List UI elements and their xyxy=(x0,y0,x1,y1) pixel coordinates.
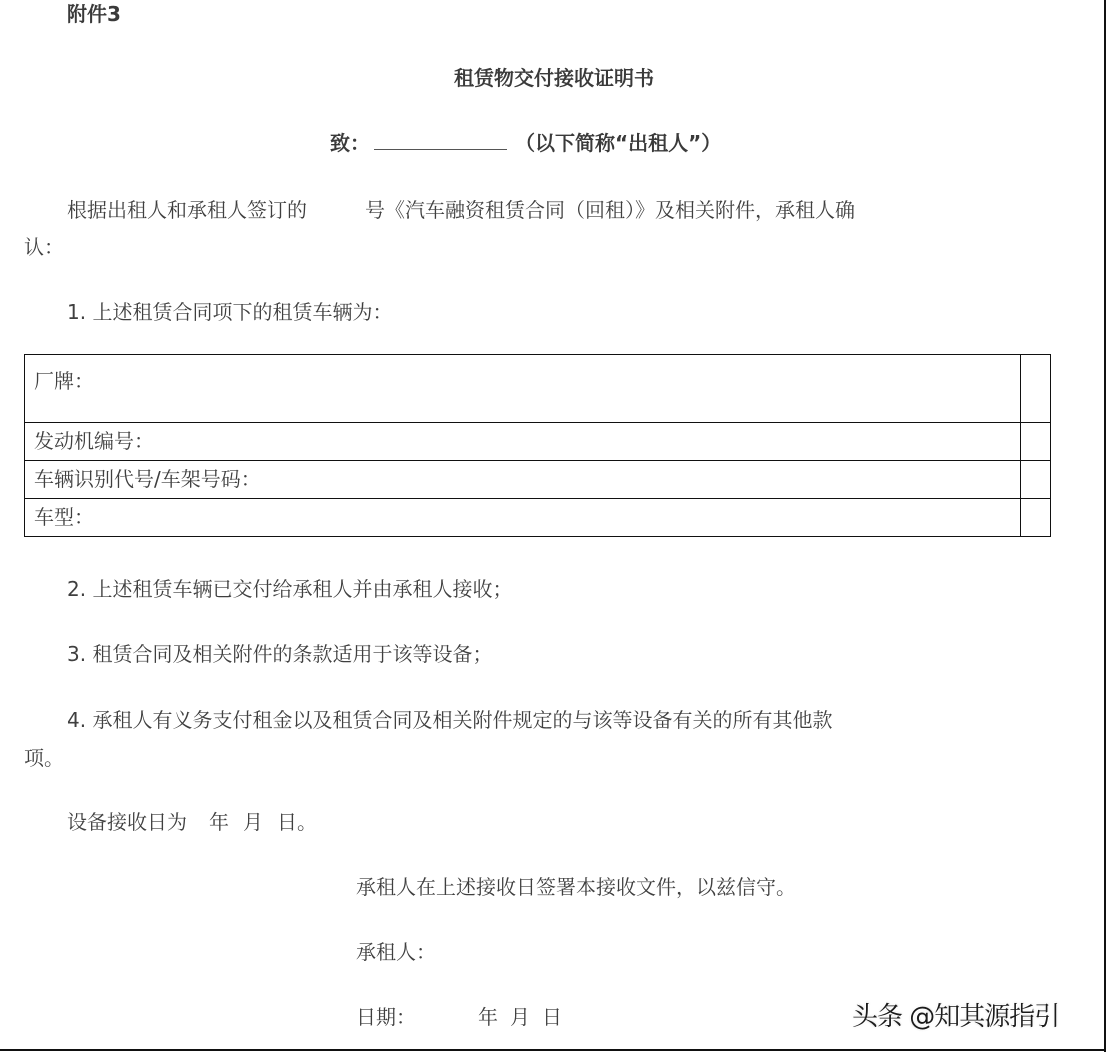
signature-day: 日 xyxy=(542,1005,562,1029)
engine-number-label: 发动机编号： xyxy=(25,423,1021,461)
vehicle-brand-value[interactable] xyxy=(1021,355,1051,423)
table-row xyxy=(25,499,1051,537)
engine-number-value[interactable] xyxy=(1021,423,1051,461)
item-4-line2: 项。 xyxy=(24,746,64,770)
signature-year: 年 xyxy=(478,1005,498,1029)
intro-text-part2: 号《汽车融资租赁合同（回租）》及相关附件，承租人确 xyxy=(365,198,855,222)
table-row xyxy=(25,461,1051,499)
item-4-line1: 4. 承租人有义务支付租金以及租赁合同及相关附件规定的与该等设备有关的所有其他款 xyxy=(67,708,833,732)
lessee-signature-label: 承租人： xyxy=(356,940,436,964)
vin-value[interactable] xyxy=(1021,461,1051,499)
item-2: 2. 上述租赁车辆已交付给承租人并由承租人接收； xyxy=(67,577,513,601)
receipt-month: 月 xyxy=(243,810,263,834)
intro-paragraph-line1 xyxy=(67,194,855,223)
signature-date-line xyxy=(356,1001,562,1030)
signature-note: 承租人在上述接收日签署本接收文件，以兹信守。 xyxy=(356,875,796,899)
receipt-year: 年 xyxy=(209,810,229,834)
vehicle-model-label: 车型： xyxy=(25,499,1021,537)
signature-date-label: 日期： xyxy=(356,1005,416,1029)
receipt-date-prefix: 设备接收日为 xyxy=(67,810,187,834)
vin-label: 车辆识别代号/车架号码： xyxy=(25,461,1021,499)
table-row xyxy=(25,423,1051,461)
intro-paragraph-line2: 认： xyxy=(24,235,64,259)
addressee-line xyxy=(330,127,721,156)
addressee-prefix: 致： xyxy=(330,131,370,155)
vehicle-model-value[interactable] xyxy=(1021,499,1051,537)
table-row xyxy=(25,355,1051,423)
watermark: 头条 @知其源指引 xyxy=(852,1002,1060,1032)
document-title: 租赁物交付接收证明书 xyxy=(454,66,654,90)
item-1: 1. 上述租赁合同项下的租赁车辆为： xyxy=(67,300,393,324)
item-3: 3. 租赁合同及相关附件的条款适用于该等设备； xyxy=(67,642,493,666)
signature-month: 月 xyxy=(510,1005,530,1029)
intro-text-part1: 根据出租人和承租人签订的 xyxy=(67,198,307,222)
receipt-day: 日。 xyxy=(277,810,317,834)
addressee-suffix: （以下简称“出租人”） xyxy=(515,131,722,155)
vehicle-brand-label: 厂牌： xyxy=(25,355,1021,423)
attachment-label: 附件3 xyxy=(67,2,121,26)
page-border-bottom xyxy=(0,1049,1106,1051)
page-border-right xyxy=(1104,0,1106,1052)
receipt-date-line xyxy=(67,806,317,835)
vehicle-info-table xyxy=(24,354,1051,537)
addressee-blank-field[interactable] xyxy=(374,127,507,150)
